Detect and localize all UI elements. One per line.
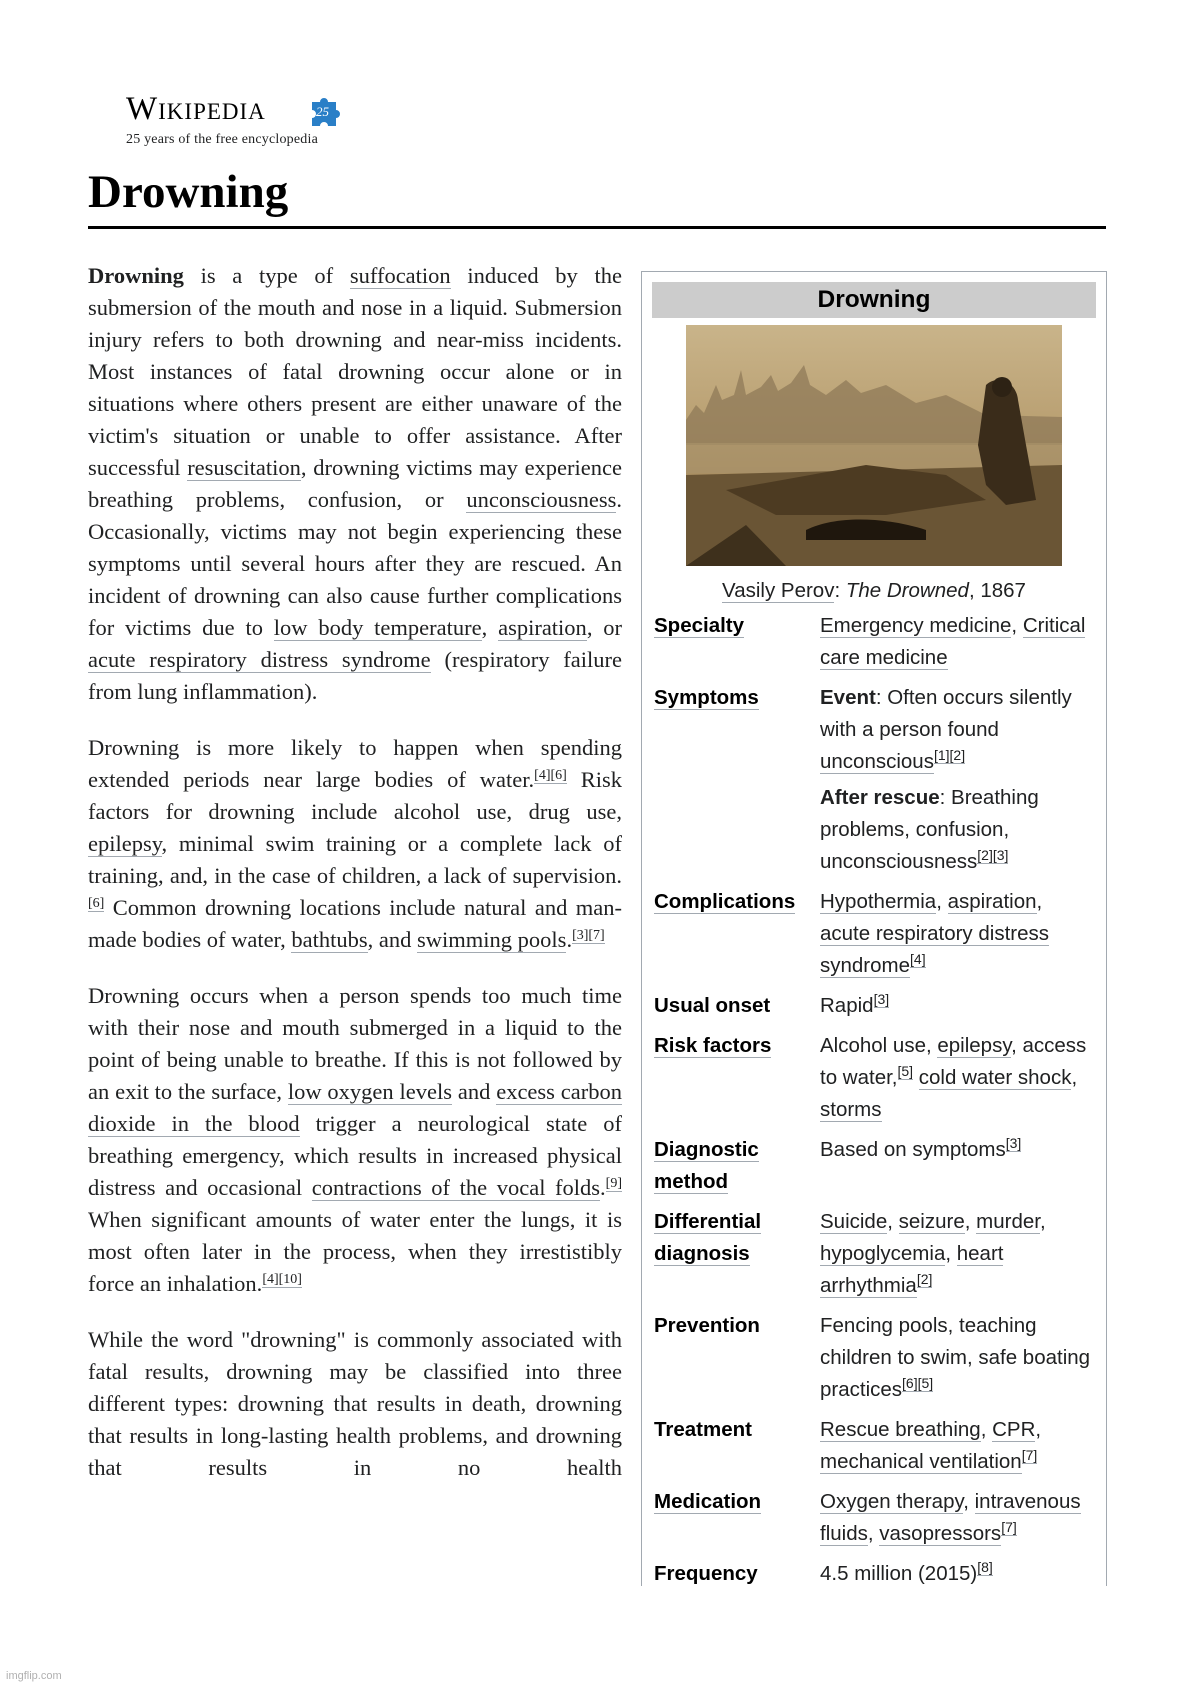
link-cold-water-shock[interactable]: cold water shock [918, 1066, 1072, 1089]
citation-link[interactable]: [7] [1001, 1519, 1017, 1536]
link-intravenous-fluids[interactable]: intravenous fluids [820, 1490, 1081, 1545]
row-symptoms [654, 682, 1098, 886]
label-cell [654, 682, 820, 886]
text [913, 1066, 919, 1089]
link-bathtubs[interactable]: bathtubs [291, 927, 368, 952]
row-differential-diagnosis [654, 1206, 1098, 1310]
text: , [1036, 890, 1043, 913]
text: Drowning occurs when a person spends too much time with their nose and mouth submerged in a liquid to the point of being unable to breathe. If this is not followed by an exit to the surface, [88, 983, 622, 1104]
text: Event [820, 686, 876, 709]
text: , or [586, 615, 623, 640]
paragraph-1 [88, 260, 622, 708]
label-cell [654, 1030, 820, 1134]
text: , [1011, 614, 1023, 637]
value-cell [820, 1030, 1098, 1134]
symptom-after-rescue [820, 782, 1098, 878]
value-cell [820, 1486, 1098, 1558]
text: While the word "drowning" is commonly associated with fatal results, drowning may be classified into three different types: drowning that results in death, drowning that results in long-lasting health problems, and drowning that results in no health [88, 1327, 622, 1480]
infobox-table [654, 610, 1098, 1598]
text: Fencing pools, teaching children to swim, safe boating practices [820, 1314, 1091, 1401]
text: and [452, 1079, 497, 1104]
text: : [834, 579, 846, 602]
citation-link[interactable]: [2] [916, 1271, 933, 1288]
painting-image[interactable] [686, 325, 1062, 566]
wikipedia-logo[interactable] [126, 91, 329, 148]
citation-link[interactable]: [3][7] [572, 927, 605, 943]
label-prevention: Prevention [654, 1314, 760, 1337]
citation-link[interactable]: [7] [1021, 1447, 1038, 1464]
link-mechanical-ventilation[interactable]: mechanical ventilation [820, 1450, 1022, 1473]
text: , [1071, 1066, 1078, 1089]
citation-link[interactable]: [2][3] [977, 847, 1009, 864]
text: . [600, 1175, 606, 1200]
link-aspiration[interactable]: aspiration [947, 890, 1037, 913]
link-epilepsy[interactable]: epilepsy [88, 831, 162, 856]
value-cell [820, 886, 1098, 990]
text: , [1039, 1210, 1046, 1233]
link-critical-care[interactable]: Critical care medicine [820, 614, 1086, 669]
infobox [641, 271, 1107, 1586]
link-resuscitation[interactable]: resuscitation [187, 455, 301, 480]
citation-link[interactable]: [6][5] [902, 1375, 934, 1392]
text: 4.5 million (2015) [820, 1562, 978, 1585]
article-body [88, 260, 622, 1508]
label-risk-factors[interactable]: Risk factors [654, 1034, 772, 1057]
symptom-event [820, 682, 1098, 778]
label-treatment: Treatment [654, 1418, 752, 1441]
label-cell [654, 610, 820, 682]
citation-link[interactable]: [4] [910, 951, 926, 968]
watermark: imgflip.com [6, 1670, 62, 1682]
text: induced by the submersion of the mouth and nose in a liquid. Submersion injury refers to both drowning and near-miss incidents. Most instances of fatal drowning occur alone or in situations where others present are either unaware of the victim's situation or unable to offer assistance. After successful [88, 263, 622, 480]
text: . [566, 927, 573, 952]
link-vasopressors[interactable]: vasopressors [879, 1522, 1002, 1545]
link-heart-arrhythmia[interactable]: heart arrhythmia [820, 1242, 1004, 1297]
text: Rapid [820, 994, 874, 1017]
text: , 1867 [968, 579, 1026, 602]
link-vasily-perov[interactable]: Vasily Perov [722, 579, 835, 602]
label-method[interactable]: method [654, 1170, 729, 1193]
link-seizure[interactable]: seizure [898, 1210, 965, 1233]
label-cell [654, 1558, 820, 1598]
label-differential[interactable]: Differential [654, 1210, 762, 1233]
text: Alcohol use, [820, 1034, 938, 1057]
row-risk-factors [654, 1030, 1098, 1134]
text: trigger a neurological state of breathing emergency, which results in increased physical distress and occasional [88, 1111, 622, 1200]
text: When significant amounts of water enter the lungs, it is most often later in the process, when they irrestistibly force an inhalation. [88, 1207, 622, 1296]
link-ards[interactable]: acute respiratory distress syndrome [88, 647, 431, 672]
text: (respiratory failure from lung inflammation). [88, 647, 622, 704]
row-complications [654, 886, 1098, 990]
citation-link[interactable]: [4][6] [534, 767, 567, 783]
wikipedia-wordmark: Wikipedia [126, 91, 266, 127]
label-cell [654, 886, 820, 990]
link-unconsciousness[interactable]: unconsciousness [466, 487, 617, 512]
lead-term: Drowning [88, 263, 184, 288]
text: is a type of [183, 263, 350, 288]
value-cell [820, 1558, 1098, 1598]
text: , [481, 615, 499, 640]
text: , [963, 1490, 975, 1513]
label-cell [654, 1486, 820, 1558]
label-usual-onset: Usual onset [654, 994, 771, 1017]
citation-link[interactable]: [5] [897, 1063, 914, 1080]
link-hypothermia[interactable]: Hypothermia [820, 890, 937, 913]
text: , [1035, 1418, 1042, 1441]
value-cell [820, 610, 1098, 682]
paragraph-4 [88, 1324, 622, 1484]
text: , [936, 890, 948, 913]
link-hypoglycemia[interactable]: hypoglycemia [820, 1242, 946, 1265]
anniversary-badge: 25 [316, 104, 329, 119]
link-unconscious[interactable]: unconscious [820, 750, 934, 773]
text: , access to water, [820, 1034, 1087, 1089]
citation-link[interactable]: [9] [605, 1175, 622, 1191]
row-frequency [654, 1558, 1098, 1598]
infobox-title: Drowning [652, 282, 1096, 318]
row-diagnostic-method [654, 1134, 1098, 1206]
label-diagnosis[interactable]: diagnosis [654, 1242, 750, 1265]
link-swimming-pools[interactable]: swimming pools [417, 927, 567, 952]
value-cell [820, 1134, 1098, 1206]
row-specialty [654, 610, 1098, 682]
label-cell [654, 1414, 820, 1486]
title-divider [88, 226, 1106, 229]
page-title: Drowning [88, 166, 289, 218]
paragraph-2 [88, 732, 622, 956]
logo-tagline: 25 years of the free encyclopedia [126, 132, 319, 147]
value-cell [820, 1310, 1098, 1414]
text: , [964, 1210, 977, 1233]
label-symptoms[interactable]: Symptoms [654, 686, 759, 709]
link-murder[interactable]: murder [976, 1210, 1040, 1233]
link-ards[interactable]: acute respiratory distress syndrome [820, 922, 1050, 977]
link-suffocation[interactable]: suffocation [349, 263, 451, 288]
text: : Often occurs silently with a person found [820, 686, 1072, 741]
text: Based on symptoms [820, 1138, 1006, 1161]
label-cell [654, 1206, 820, 1310]
row-usual-onset [654, 990, 1098, 1030]
text: , minimal swim training or a complete lack of training, and, in the case of children, a lack of supervision. [88, 831, 622, 888]
paragraph-3 [88, 980, 622, 1300]
label-diagnostic[interactable]: Diagnostic [654, 1138, 759, 1161]
link-aspiration[interactable]: aspiration [498, 615, 587, 640]
link-low-oxygen[interactable]: low oxygen levels [287, 1079, 452, 1104]
citation-link[interactable]: [4][10] [262, 1271, 302, 1287]
link-suicide[interactable]: Suicide [820, 1210, 888, 1233]
text: Common drowning locations include natural and man-made bodies of water, [88, 895, 622, 952]
link-storms[interactable]: storms [820, 1098, 882, 1121]
value-cell [820, 990, 1098, 1030]
label-medication[interactable]: Medication [654, 1490, 762, 1513]
row-prevention [654, 1310, 1098, 1414]
image-caption [642, 576, 1106, 606]
text: , drowning victims may experience breathing problems, confusion, or [88, 455, 623, 512]
label-cell [654, 1134, 820, 1206]
citation-link[interactable]: [1][2] [933, 747, 966, 764]
text: Risk factors for drowning include alcohol use, drug use, [88, 767, 623, 824]
text: , and [367, 927, 418, 952]
link-emergency-medicine[interactable]: Emergency medicine [820, 614, 1012, 637]
value-cell [820, 682, 1098, 886]
link-epilepsy[interactable]: epilepsy [937, 1034, 1012, 1057]
label-frequency: Frequency [654, 1562, 758, 1585]
link-oxygen-therapy[interactable]: Oxygen therapy [820, 1490, 964, 1513]
text: Drowning is more likely to happen when spending extended periods near large bodies of water. [88, 735, 622, 792]
label-cell [654, 990, 820, 1030]
citation-link[interactable]: [8] [977, 1559, 993, 1576]
value-cell [820, 1414, 1098, 1486]
row-medication [654, 1486, 1098, 1558]
label-cell [654, 1310, 820, 1414]
text: , [980, 1418, 993, 1441]
label-complications[interactable]: Complications [654, 890, 796, 913]
link-cpr[interactable]: CPR [992, 1418, 1036, 1441]
link-laryngospasm[interactable]: contractions of the vocal folds [311, 1175, 601, 1200]
link-rescue-breathing[interactable]: Rescue breathing [820, 1418, 981, 1441]
text: : Breathing problems, confusion, unconsciousness [820, 786, 1039, 873]
citation-link[interactable]: [3] [873, 991, 890, 1008]
citation-link[interactable]: [6] [88, 895, 105, 911]
citation-link[interactable]: [3] [1005, 1135, 1022, 1152]
artwork-title: The Drowned [845, 579, 969, 602]
row-treatment [654, 1414, 1098, 1486]
text: After rescue [820, 786, 940, 809]
text: , [945, 1242, 957, 1265]
link-low-body-temperature[interactable]: low body temperature [273, 615, 482, 640]
label-specialty[interactable]: Specialty [654, 614, 745, 637]
text: , [867, 1522, 880, 1545]
link-hypercapnia[interactable]: excess carbon dioxide in the blood [88, 1079, 622, 1136]
text: . Occasionally, victims may not begin experiencing these symptoms until several hours after they are rescued. An incident of drowning can also cause further complications for victims due to [88, 487, 622, 640]
text: , [887, 1210, 899, 1233]
value-cell [820, 1206, 1098, 1310]
